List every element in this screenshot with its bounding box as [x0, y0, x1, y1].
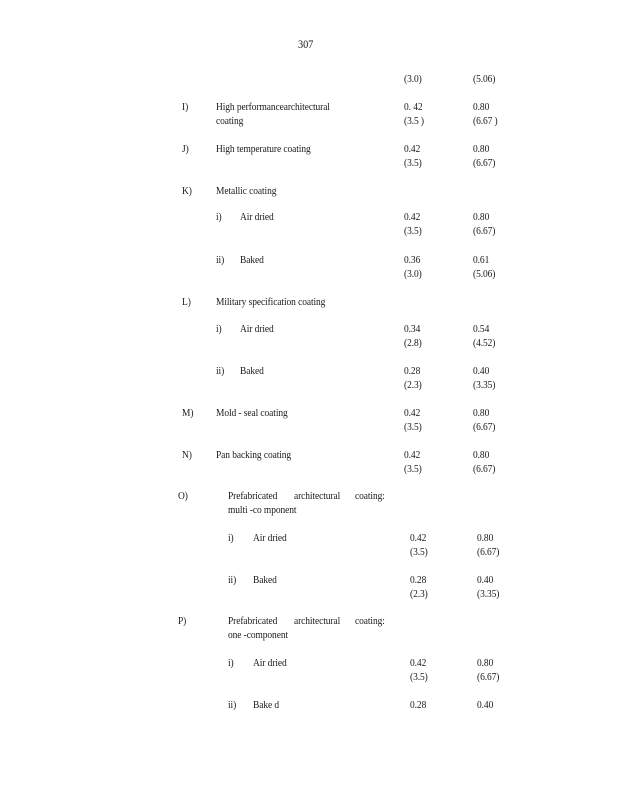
entry-label-line2: multi -co mponent — [228, 504, 297, 516]
label-word: Prefabricated — [228, 490, 278, 502]
entry-label: High temperature coating — [216, 143, 311, 155]
value-1-paren: (2.3) — [410, 588, 428, 600]
sub-label: Air dried — [240, 323, 274, 335]
value-1: 0.28 — [410, 574, 427, 586]
value-1-paren: (3.5) — [404, 463, 422, 475]
value-2-paren: (6.67 ) — [473, 115, 498, 127]
top-value-2: (5.06) — [473, 73, 496, 85]
entry-label: Metallic coating — [216, 185, 277, 197]
sub-label: Bake d — [253, 699, 280, 711]
value-2: 0.40 — [473, 365, 490, 377]
value-1-paren: (3.5) — [404, 421, 422, 433]
value-2: 0.40 — [477, 699, 494, 711]
label-word: architectural — [293, 490, 340, 502]
page-number: 307 — [298, 37, 314, 51]
entry-letter: K) — [182, 185, 192, 197]
entry-letter: N) — [182, 449, 192, 461]
value-2-paren: (5.06) — [473, 268, 496, 280]
value-2: 0.40 — [477, 574, 494, 586]
entry-letter: L) — [182, 296, 191, 308]
entry-letter: M) — [182, 407, 194, 419]
entry-letter: J) — [182, 143, 189, 155]
sub-roman: i) — [216, 323, 222, 335]
entry-label — [228, 489, 390, 503]
value-1: 0.42 — [404, 449, 421, 461]
value-2-paren: (6.67) — [473, 225, 496, 237]
value-1: 0. 42 — [404, 101, 423, 113]
entry-letter: O) — [178, 490, 188, 502]
sub-roman: ii) — [216, 254, 225, 266]
value-1-paren: (3.5) — [410, 546, 428, 558]
sub-label: Air dried — [253, 657, 287, 669]
sub-label: Air dried — [240, 211, 274, 223]
label-word: coating: — [355, 615, 386, 627]
value-2-paren: (6.67) — [477, 546, 500, 558]
value-1: 0.28 — [410, 699, 427, 711]
sub-label: Baked — [240, 365, 264, 377]
value-2-paren: (6.67) — [477, 671, 500, 683]
value-2: 0.80 — [477, 657, 494, 669]
value-1-paren: (2.8) — [404, 337, 422, 349]
value-1-paren: (3.5 ) — [404, 115, 424, 127]
value-1-paren: (3.0) — [404, 268, 422, 280]
value-1-paren: (2.3) — [404, 379, 422, 391]
value-2: 0.54 — [473, 323, 490, 335]
value-1: 0.34 — [404, 323, 421, 335]
value-2: 0.80 — [477, 532, 494, 544]
entry-label: Military specification coating — [216, 296, 326, 308]
entry-label-line2: one -component — [228, 629, 289, 641]
value-2-paren: (4.52) — [473, 337, 496, 349]
value-1: 0.42 — [404, 211, 421, 223]
sub-roman: i) — [228, 657, 234, 669]
value-1: 0.36 — [404, 254, 421, 266]
value-1: 0.42 — [410, 532, 427, 544]
value-1-paren: (3.5) — [410, 671, 428, 683]
sub-roman: ii) — [228, 574, 237, 586]
label-word: coating: — [355, 490, 386, 502]
value-1-paren: (3.5) — [404, 157, 422, 169]
entry-letter: I) — [182, 101, 189, 113]
value-2-paren: (6.67) — [473, 463, 496, 475]
sub-label: Air dried — [253, 532, 287, 544]
value-2-paren: (3.35) — [477, 588, 500, 600]
value-2: 0.80 — [473, 211, 490, 223]
sub-roman: i) — [216, 211, 222, 223]
entry-label-line2: coating — [216, 115, 244, 127]
value-1-paren: (3.5) — [404, 225, 422, 237]
entry-label — [228, 614, 390, 628]
entry-label: Pan backing coating — [216, 449, 292, 461]
value-2: 0.80 — [473, 449, 490, 461]
sub-roman: ii) — [228, 699, 237, 711]
sub-label: Baked — [240, 254, 264, 266]
top-value-1: (3.0) — [404, 73, 422, 85]
entry-label: High performancearchitectural — [216, 101, 330, 113]
label-word: Prefabricated — [228, 615, 278, 627]
sub-label: Baked — [253, 574, 277, 586]
value-2-paren: (6.67) — [473, 157, 496, 169]
value-2: 0.80 — [473, 101, 490, 113]
value-1: 0.28 — [404, 365, 421, 377]
value-2-paren: (3.35) — [473, 379, 496, 391]
value-1: 0.42 — [410, 657, 427, 669]
entry-letter: P) — [178, 615, 187, 627]
sub-roman: i) — [228, 532, 234, 544]
value-1: 0.42 — [404, 407, 421, 419]
value-2: 0.61 — [473, 254, 490, 266]
value-2-paren: (6.67) — [473, 421, 496, 433]
label-word: architectural — [293, 615, 340, 627]
entry-label: Mold - seal coating — [216, 407, 288, 419]
value-2: 0.80 — [473, 407, 490, 419]
value-1: 0.42 — [404, 143, 421, 155]
sub-roman: ii) — [216, 365, 225, 377]
value-2: 0.80 — [473, 143, 490, 155]
